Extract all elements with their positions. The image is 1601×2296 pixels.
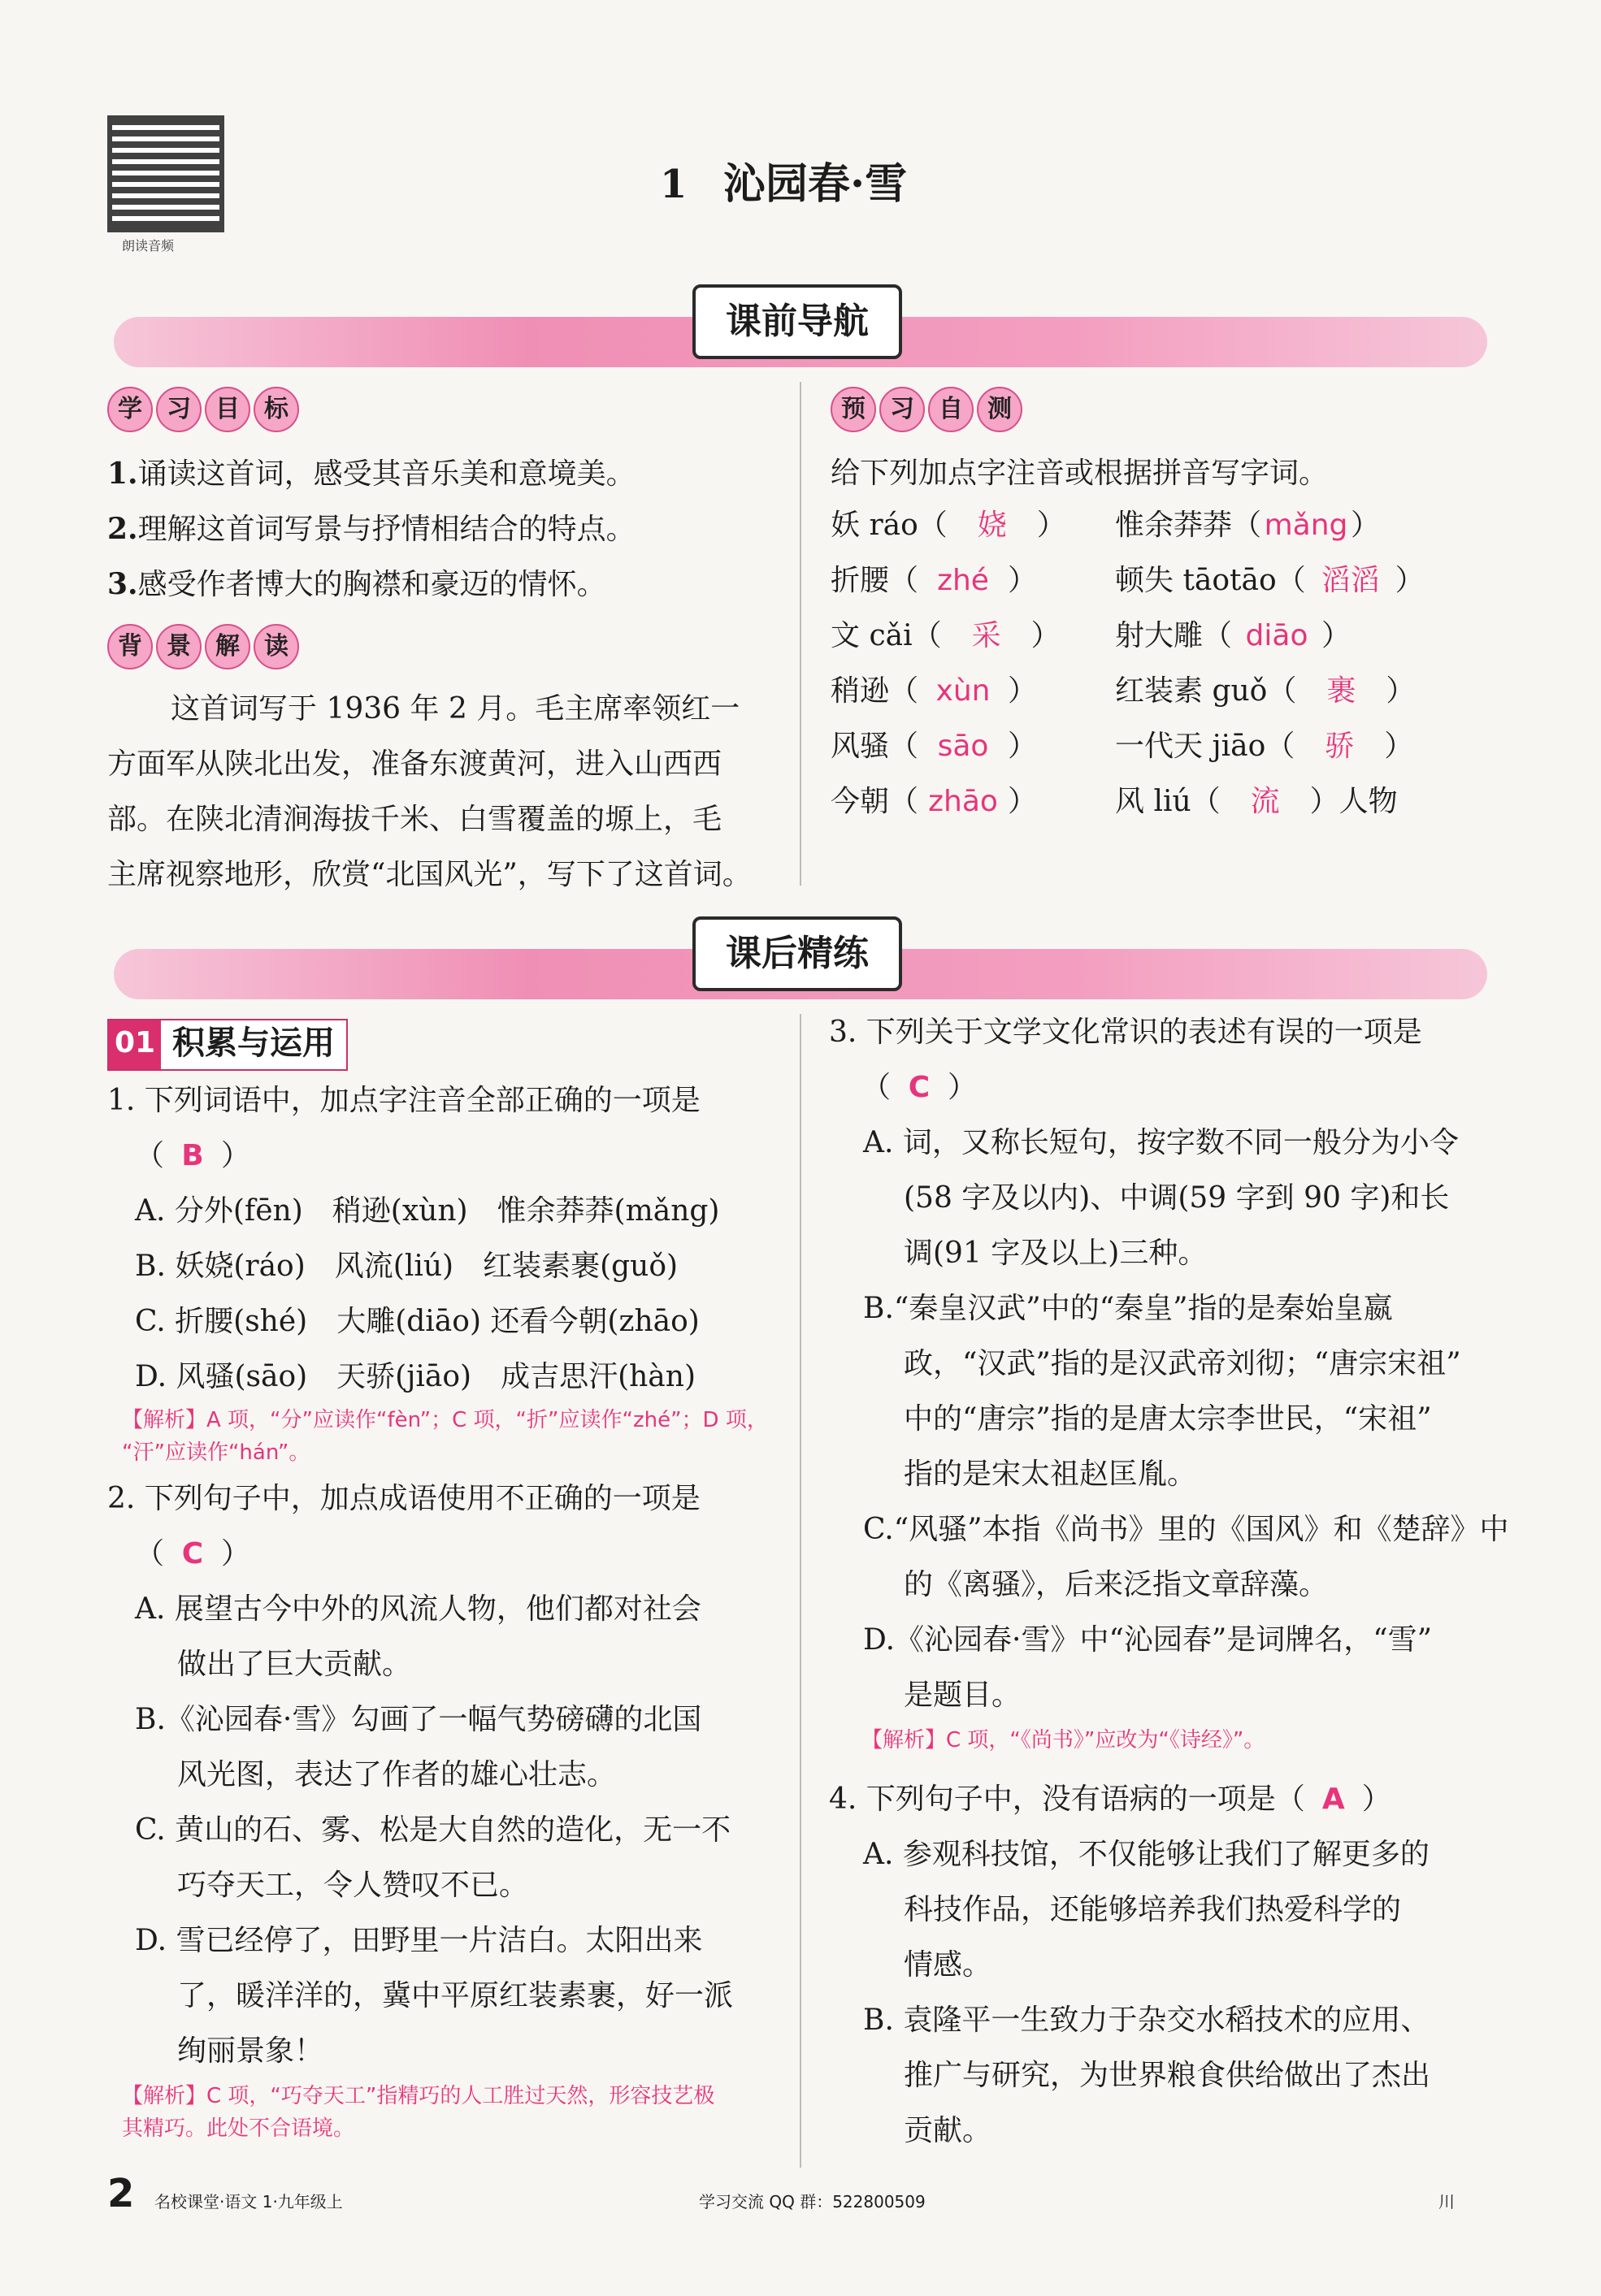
- book-title: 名校课堂·语文 1·九年级上: [154, 2192, 343, 2212]
- qr-code-image[interactable]: [107, 115, 224, 232]
- q1-stem: 1. 下列词语中，加点字注音全部正确的一项是: [107, 1084, 701, 1117]
- q4-stem: 4. 下列句子中，没有语病的一项是（ A ）: [829, 1783, 1391, 1816]
- q2-stem: 2. 下列句子中，加点成语使用不正确的一项是: [107, 1482, 701, 1515]
- q4-line: 情感。: [904, 1948, 992, 1982]
- q1-option-a: A. 分外(fēn) 稍逊(xùn) 惟余莽莽(mǎng): [135, 1194, 720, 1228]
- preview-item: 射大雕（ diāo ）: [1115, 619, 1352, 652]
- q4-line: 推广与研究，为世界粮食供给做出了杰出: [904, 2059, 1431, 2092]
- q3-line: (58 字及以内)、中调(59 字到 90 字)和长: [904, 1181, 1450, 1215]
- q3-line: 中的“唐宗”指的是唐太宗李世民，“宋祖”: [904, 1402, 1432, 1436]
- column-divider: [800, 382, 801, 886]
- preview-instruction: 给下列加点字注音或根据拼音写字词。: [831, 457, 1329, 490]
- q1-option-c: C. 折腰(shé) 大雕(diāo) 还看今朝(zhāo): [135, 1305, 700, 1338]
- preview-item: 折腰（ zhé ）: [831, 564, 1038, 597]
- background-line-2: 方面军从陕北出发，准备东渡黄河，进入山西西: [107, 747, 722, 781]
- q3-line: 指的是宋太祖赵匡胤。: [904, 1458, 1197, 1491]
- q4-line: A. 参观科技馆，不仅能够让我们了解更多的: [863, 1838, 1430, 1871]
- q3-line: 政，“汉武”指的是汉武帝刘彻；“唐宗宋祖”: [904, 1347, 1461, 1380]
- q2-line: 巧夺天工，令人赞叹不已。: [177, 1869, 529, 1902]
- tag-learning-goals: 学 习 目 标: [107, 387, 299, 432]
- region-mark: 川: [1438, 2192, 1455, 2212]
- preview-item: 今朝（ zhāo ）: [831, 785, 1038, 818]
- q2-line: B.《沁园春·雪》勾画了一幅气势磅礴的北国: [135, 1703, 702, 1736]
- preview-item: 惟余莽莽（mǎng ）: [1115, 509, 1381, 542]
- q4-line: B. 袁隆平一生致力于杂交水稻技术的应用、: [863, 2004, 1430, 2037]
- preview-item: 红装素 guǒ（ 裹 ）: [1115, 674, 1416, 708]
- q4-line: 科技作品，还能够培养我们热爱科学的: [904, 1893, 1402, 1926]
- background-line-3: 部。在陕北清涧海拔千米、白雪覆盖的塬上，毛: [107, 803, 722, 836]
- q4-line: 贡献。: [904, 2114, 992, 2147]
- q3-line: D.《沁园春·雪》中“沁园春”是词牌名，“雪”: [863, 1623, 1433, 1657]
- section-01-header: 01 积累与运用: [107, 1019, 348, 1071]
- q2-line: 风光图，表达了作者的雄心壮志。: [177, 1758, 617, 1791]
- background-line-4: 主席视察地形，欣赏“北国风光”，写下了这首词。: [107, 858, 752, 891]
- qr-caption: 朗读音频: [122, 238, 175, 253]
- q3-analysis: 【解析】C 项，“《尚书》”应改为“《诗经》”。: [861, 1728, 1265, 1752]
- q2-line: D. 雪已经停了，田野里一片洁白。太阳出来: [135, 1924, 703, 1957]
- preview-item: 一代天 jiāo（ 骄 ）: [1115, 730, 1414, 763]
- q2-line: 绚丽景象！: [177, 2034, 324, 2068]
- preview-item: 稍逊（ xùn ）: [831, 674, 1038, 708]
- goal-3: 3.感受作者博大的胸襟和豪迈的情怀。: [107, 567, 606, 601]
- q3-line: A. 词，又称长短句，按字数不同一般分为小令: [863, 1126, 1459, 1159]
- lesson-title: 沁园春·雪: [723, 159, 908, 209]
- banner-title-practice: 课后精练: [692, 916, 902, 991]
- preview-item: 顿失 tāotāo（ 滔滔 ）: [1115, 564, 1425, 597]
- q1-option-b: B. 妖娆(ráo) 风流(liú) 红装素裹(guǒ): [135, 1250, 679, 1283]
- tag-background: 背 景 解 读: [107, 624, 299, 669]
- q2-line: A. 展望古今中外的风流人物，他们都对社会: [135, 1592, 701, 1626]
- lesson-number: 1: [660, 162, 688, 207]
- q2-answer: （ C ）: [135, 1537, 251, 1570]
- page-number: 2: [107, 2171, 135, 2216]
- q2-line: C. 黄山的石、雾、松是大自然的造化，无一不: [135, 1813, 731, 1847]
- q1-analysis: 【解析】A 项，“分”应读作“fèn”；C 项，“折”应读作“zhé”；D 项， “汗”应读作“hán”。: [122, 1408, 768, 1465]
- q2-line: 做出了巨大贡献。: [177, 1648, 412, 1681]
- tag-preview-test: 预 习 自 测: [831, 387, 1022, 432]
- q3-line: C.“风骚”本指《尚书》里的《国风》和《楚辞》中: [863, 1513, 1509, 1546]
- q3-answer: （ C ）: [861, 1071, 978, 1104]
- q3-line: B.“秦皇汉武”中的“秦皇”指的是秦始皇嬴: [863, 1292, 1393, 1325]
- preview-item: 风骚（ sāo ）: [831, 730, 1038, 763]
- qq-group: 学习交流 QQ 群：522800509: [699, 2192, 926, 2212]
- q2-analysis: 【解析】C 项，“巧夺天工”指精巧的人工胜过天然，形容技艺极 其精巧。此处不合语境。: [122, 2084, 715, 2141]
- q3-line: 是题目。: [904, 1679, 1022, 1712]
- column-divider: [800, 1014, 801, 2168]
- q2-line: 了，暖洋洋的，冀中平原红装素裹，好一派: [177, 1979, 734, 2012]
- background-line-1: 这首词写于 1936 年 2 月。毛主席率领红一: [171, 692, 740, 726]
- q3-stem: 3. 下列关于文学文化常识的表述有误的一项是: [829, 1016, 1422, 1049]
- preview-item: 文 cǎi（ 采 ）: [831, 619, 1061, 652]
- goal-1: 1.诵读这首词，感受其音乐美和意境美。: [107, 457, 636, 491]
- q1-answer: （ B ）: [135, 1139, 251, 1172]
- q3-line: 的《离骚》，后来泛指文章辞藻。: [904, 1568, 1329, 1601]
- q3-line: 调(91 字及以上)三种。: [904, 1237, 1208, 1270]
- preview-item: 风 liú（ 流 ）人物: [1115, 785, 1398, 818]
- goal-2: 2.理解这首词写景与抒情相结合的特点。: [107, 512, 636, 546]
- preview-item: 妖 ráo（ 娆 ）: [831, 509, 1066, 542]
- q1-option-d: D. 风骚(sāo) 天骄(jiāo) 成吉思汗(hàn): [135, 1360, 696, 1393]
- banner-title-preview: 课前导航: [692, 284, 902, 359]
